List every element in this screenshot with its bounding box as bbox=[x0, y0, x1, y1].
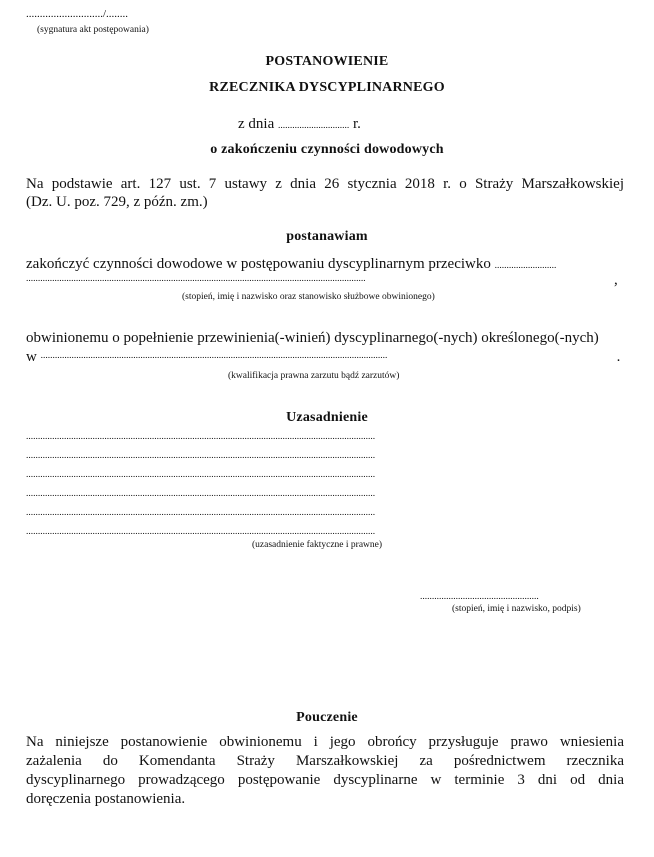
document-subject: o zakończeniu czynności dowodowych bbox=[210, 142, 444, 157]
instruction-line2: zażalenia do Komendanta Straży Marszałkowskiej za pośrednictwem rzecznika bbox=[26, 753, 624, 769]
date-prefix: z dnia bbox=[238, 116, 275, 132]
decision-line4-end: . bbox=[616, 349, 621, 365]
decision-line4-prefix: w bbox=[26, 349, 37, 365]
signature-dots: .................................................. bbox=[420, 592, 539, 602]
instruction-heading: Pouczenie bbox=[296, 710, 358, 725]
decision-line2 bbox=[26, 272, 626, 289]
accused-name-dots: .......................... bbox=[494, 261, 557, 271]
document-title: POSTANOWIENIE bbox=[265, 54, 389, 69]
instruction-line1: Na niniejsze postanowienie obwinionemu i jego obrońcy przysługuje prawo wniesienia bbox=[26, 734, 624, 750]
accused-caption: (stopień, imię i nazwisko oraz stanowisko służbowe obwinionego) bbox=[182, 292, 435, 302]
case-signature-caption: (sygnatura akt postępowania) bbox=[37, 25, 149, 35]
justification-line: ................................................................................................................................................... bbox=[26, 451, 376, 461]
justification-caption: (uzasadnienie faktyczne i prawne) bbox=[252, 540, 383, 550]
case-signature-line: ............................/........ bbox=[26, 8, 129, 20]
charge-qualification-dots: .................................................................................................................................................. bbox=[40, 351, 388, 361]
instruction-line4: doręczenia postanowienia. bbox=[26, 791, 186, 807]
decision-line3: obwinionemu o popełnienie przewinienia(-winień) dyscyplinarnego(-nych) określonego(-nych) bbox=[26, 330, 599, 346]
justification-line: ................................................................................................................................................... bbox=[26, 527, 376, 537]
document-title-line2: RZECZNIKA DYSCYPLINARNEGO bbox=[209, 80, 445, 95]
justification-line: ................................................................................................................................................... bbox=[26, 470, 376, 480]
legal-basis-line1: Na podstawie art. 127 ust. 7 ustawy z dnia 26 stycznia 2018 r. o Straży Marszałkowskiej bbox=[26, 176, 624, 192]
justification-line: ................................................................................................................................................... bbox=[26, 489, 376, 499]
decision-heading: postanawiam bbox=[286, 229, 368, 244]
decision-line2-end: , bbox=[614, 272, 618, 288]
decision-line4 bbox=[26, 349, 630, 366]
charge-caption: (kwalifikacja prawna zarzutu bądź zarzutów) bbox=[228, 371, 400, 381]
decision-line1-text: zakończyć czynności dowodowe w postępowaniu dyscyplinarnym przeciwko bbox=[26, 256, 491, 272]
decision-line1 bbox=[26, 256, 556, 273]
date-line bbox=[238, 116, 361, 133]
signature-caption: (stopień, imię i nazwisko, podpis) bbox=[452, 604, 581, 614]
instruction-line3: dyscyplinarnego prowadzącego postępowanie dyscyplinarne w terminie 3 dni od dnia bbox=[26, 772, 624, 788]
date-suffix: r. bbox=[352, 116, 361, 132]
legal-basis-line2: (Dz. U. poz. 729, z późn. zm.) bbox=[26, 194, 208, 210]
justification-line: ................................................................................................................................................... bbox=[26, 432, 376, 442]
justification-heading: Uzasadnienie bbox=[286, 410, 368, 425]
accused-details-dots: ............................................................................................................................................... bbox=[26, 274, 366, 284]
justification-line: ................................................................................................................................................... bbox=[26, 508, 376, 518]
date-dots: .............................. bbox=[277, 121, 350, 131]
